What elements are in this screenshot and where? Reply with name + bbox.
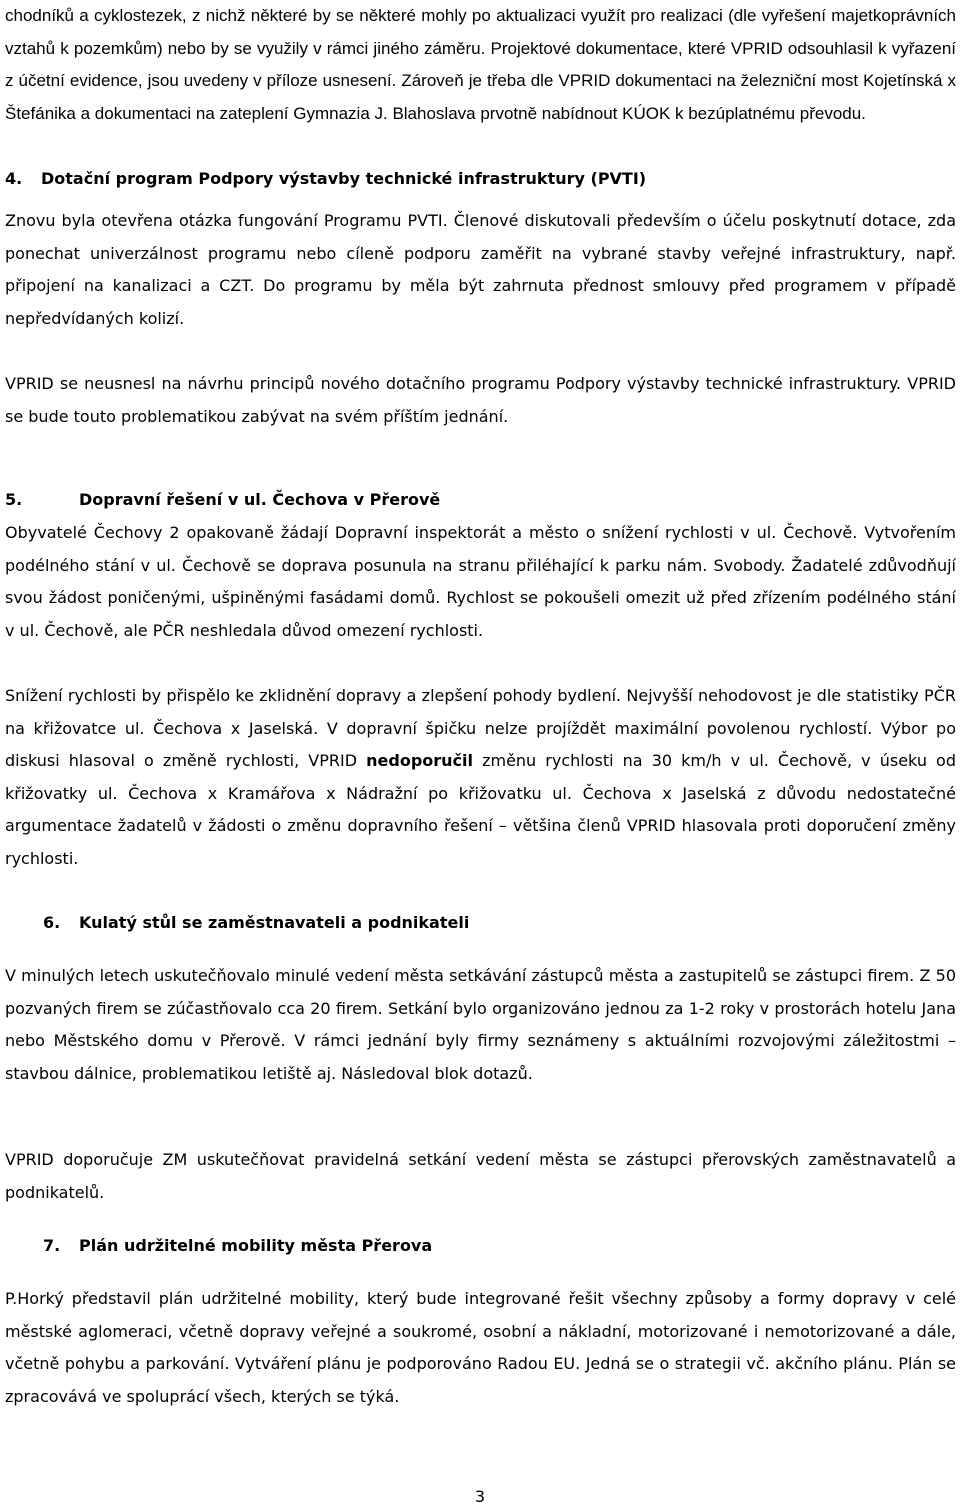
intro-text: chodníků a cyklostezek, z nichž některé by se některé mohly po aktualizaci využít pro realizaci (dle vyřešení majetkoprávních vztahů k pozemkům) nebo by se využily v rámci jiného záměru. Projektové dokumentace, které VPRID odsouhlasil k vyřazení z účetní evidence, jsou uvedeny v příloze usnesení. [5, 6, 956, 91]
section-4-paragraph-2: VPRID se neusnesl na návrhu principů nového dotačního programu Podpory výstavby technické infrastruktury. VPRID se bude touto problematikou zabývat na svém příštím jednání. [5, 374, 956, 426]
section-6-heading [43, 911, 469, 935]
section-5-p2-start: Snížení rychlosti by přispělo ke zklidnění dopravy a zlepšení pohody bydlení. Nejvyšší nehodovost je dle statistiky PČR na křižovatce ul. Čechova x Jaselská. V dopravní špičku nelze projíždět maximální povolenou rychlostí. Výbor po diskusi hlasoval o změně rychlosti, VPRID [5, 686, 956, 771]
section-5-heading [5, 488, 440, 512]
section-7-title: Plán udržitelné mobility města Přerova [79, 1236, 433, 1255]
section-4-heading [5, 167, 646, 191]
section-6-title: Kulatý stůl se zaměstnavateli a podnikateli [79, 913, 470, 932]
section-6-paragraph-2: VPRID doporučuje ZM uskutečňovat pravidelná setkání vedení města se zástupci přerovských zaměstnavatelů a podnikatelů. [5, 1150, 956, 1202]
section-5-paragraph-1: Obyvatelé Čechovy 2 opakovaně žádají Dopravní inspektorát a město o snížení rychlosti v ul. Čechově. Vytvořením podélného stání v ul. Čechově se doprava posunula na stranu přiléhající k parku nám. Svobody. Žadatelé zdůvodňují svou žádost poničenými, ušpiněnými fasádami domů. Rychlost se pokoušeli omezit už před zřízením podélného stání v ul. Čechově, ale PČR neshledala důvod omezení rychlosti. [5, 523, 956, 640]
section-7-paragraph-1: P.Horký představil plán udržitelné mobility, který bude integrované řešit všechny způsoby a formy dopravy v celé městské aglomeraci, včetně dopravy veřejné a soukromé, osobní a nákladní, motorizované i nemotorizované a dále, včetně pohybu a parkování. Vytváření plánu je podporováno Radou EU. Jedná se o strategii vč. akčního plánu. Plán se zpracovává ve spoluprácí všech, kterých se týká. [5, 1289, 956, 1406]
section-5-p2-end: změnu rychlosti na 30 km/h v ul. Čechově, v úseku od křižovatky ul. Čechova x Kramářova x Nádražní po křižovatku ul. Čechova x Jaselská z důvodu nedostatečné argumentace žadatelů v žádosti o změnu dopravního řešení – většina členů VPRID hlasovala proti doporučení změny rychlosti. [5, 751, 956, 868]
intro-text-2: Zároveň je třeba dle VPRID dokumentaci na železniční most Kojetínská x Štefánika a dokumentaci na zateplení Gymnazia J. Blahoslava prvotně nabídnout KÚOK k bezúplatnému převodu. [5, 71, 956, 123]
section-5-title: Dopravní řešení v ul. Čechova v Přerově [79, 490, 441, 509]
section-6-paragraph-1: V minulých letech uskutečňovalo minulé vedení města setkávání zástupců města a zastupitelů se zástupci firem. Z 50 pozvaných firem se zúčastňovalo cca 20 firem. Setkání bylo organizováno jednou za 1-2 roky v prostorách hotelu Jana nebo Městského domu v Přerově. V rámci jednání byly firmy seznámeny s aktuálními rozvojovými záležitostmi – stavbou dálnice, problematikou letiště aj. Následoval blok dotazů. [5, 966, 956, 1083]
section-4-paragraph-1: Znovu byla otevřena otázka fungování Programu PVTI. Členové diskutovali především o účelu poskytnutí dotace, zda ponechat univerzálnost programu nebo cíleně podporu zaměřit na vybrané stavby veřejné infrastruktury, např. připojení na kanalizaci a CZT. Do programu by měla být zahrnuta přednost smlouvy před programem v případě nepředvídaných kolizí. [5, 211, 956, 328]
page-number: 3 [474, 1487, 486, 1506]
section-5-p2-emphasis: nedoporučil [366, 751, 473, 771]
section-7-heading [43, 1234, 432, 1258]
section-6-number: 6. [43, 913, 61, 932]
section-5-paragraph-2 [5, 680, 956, 876]
section-4-title: Dotační program Podpory výstavby technické infrastruktury (PVTI) [41, 169, 647, 188]
section-7-number: 7. [43, 1236, 61, 1255]
section-5-number: 5. [5, 490, 23, 509]
section-4-number: 4. [5, 169, 23, 188]
intro-paragraph [5, 0, 956, 130]
